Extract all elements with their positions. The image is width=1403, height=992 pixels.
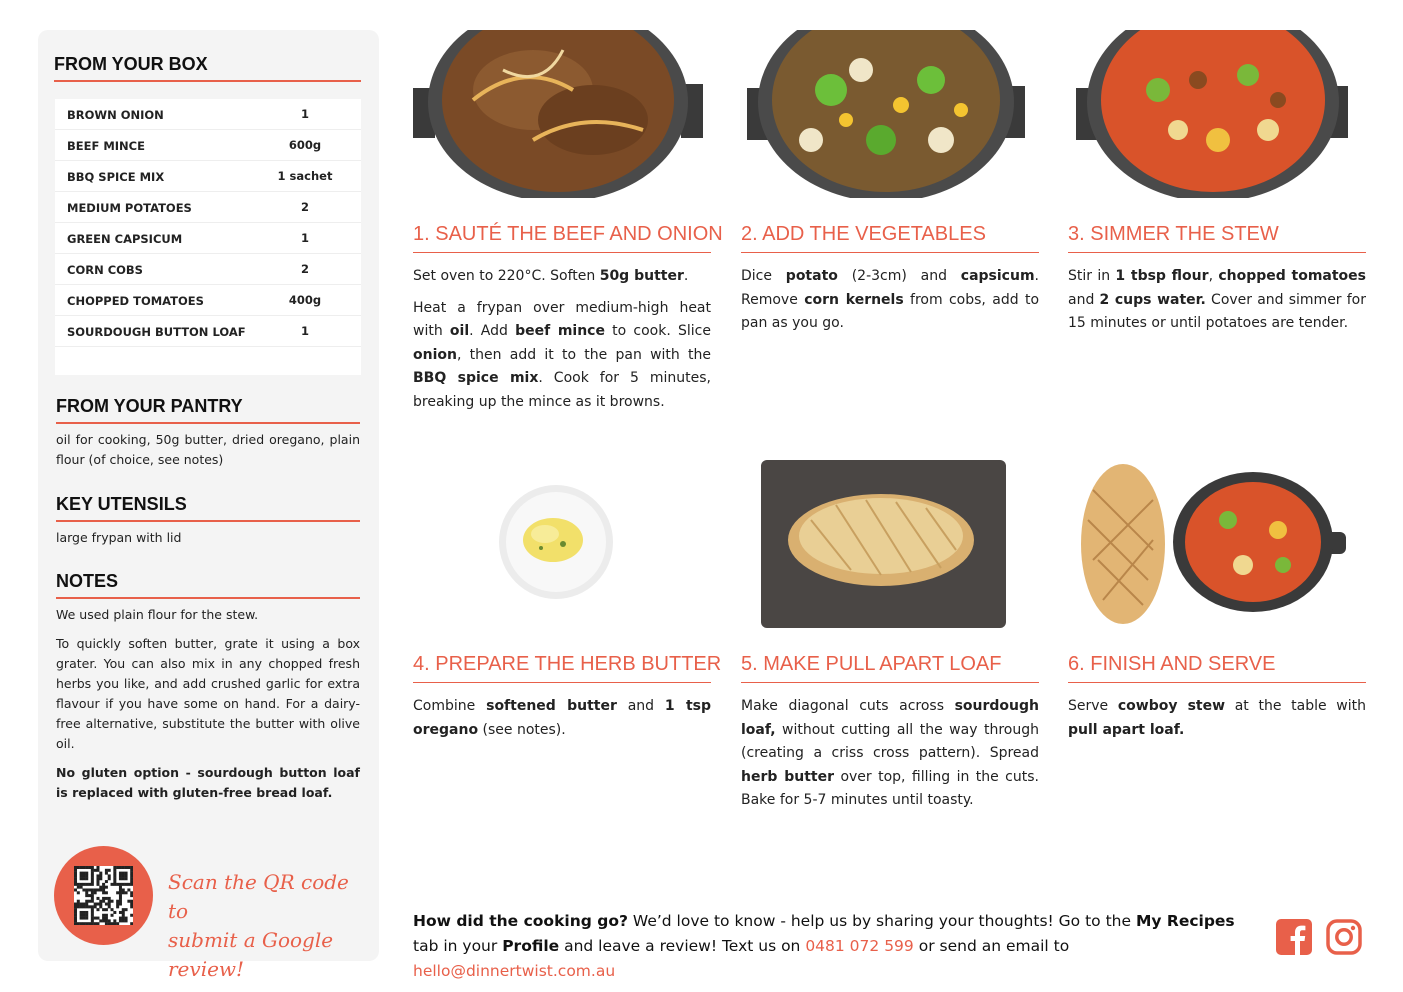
- step-text: and: [616, 698, 665, 714]
- step-3-photo: [1068, 30, 1366, 198]
- instagram-icon[interactable]: [1326, 919, 1362, 955]
- step-text: without cutting all the way through (creating a criss cross pattern). Spread: [741, 721, 1039, 761]
- step-4: [413, 653, 722, 750]
- note-paragraph: We used plain flour for the stew.: [56, 607, 259, 622]
- emphasized-text: sourdough loaf,: [741, 698, 1039, 738]
- phone-link[interactable]: 0481 072 599: [805, 937, 914, 955]
- step-text: . Add: [469, 323, 516, 339]
- emphasized-text: BBQ spice mix: [413, 370, 539, 386]
- step-title: 2. ADD THE VEGETABLES: [741, 223, 1039, 253]
- qr-caption-line: Scan the QR code to: [168, 870, 349, 923]
- step-body: [413, 695, 711, 742]
- ingredient-name: CHOPPED TOMATOES: [67, 294, 204, 308]
- notes-heading: NOTES: [56, 571, 360, 599]
- ingredient-row: [55, 223, 361, 254]
- ingredient-row: [55, 99, 361, 130]
- step-5-photo: [741, 460, 1039, 628]
- ingredient-name: BBQ SPICE MIX: [67, 170, 165, 184]
- emphasized-text: pull apart loaf.: [1068, 721, 1185, 738]
- ingredient-row: [55, 254, 361, 285]
- note-paragraph: To quickly soften butter, grate it using a box grater. You can also mix in any chopped fresh herbs you like, and add crushed garlic for extra flavour if you have some on hand. For a dairy-free alternative, substitute the butter with olive oil.: [56, 636, 360, 751]
- step-body: [741, 265, 1039, 336]
- step-text: Cover and simmer for 15 minutes or until potatoes are tender.: [1068, 291, 1366, 331]
- pantry-text: oil for cooking, 50g butter, dried oregano, plain flour (of choice, see notes): [56, 432, 360, 467]
- qr-caption: [168, 868, 368, 984]
- pantry-heading: FROM YOUR PANTRY: [56, 396, 360, 424]
- emphasized-text: oil: [449, 323, 470, 339]
- ingredient-quantity: 1: [300, 324, 309, 338]
- footer-text: My Recipes: [1135, 912, 1235, 930]
- emphasized-text: onion: [413, 346, 457, 363]
- step-text: , then add it to the pan with the: [456, 346, 711, 363]
- step-2: [741, 223, 1039, 344]
- gluten-note: No gluten option - sourdough button loaf is replaced with gluten-free bread loaf.: [56, 765, 360, 800]
- step-2-photo: [741, 30, 1039, 198]
- step-4-photo: [413, 460, 711, 628]
- step-text: Dice: [741, 268, 786, 284]
- step-text: Heat a frypan over medium-high heat with: [413, 299, 711, 339]
- from-your-box-heading: FROM YOUR BOX: [54, 54, 361, 82]
- ingredient-row: [55, 285, 361, 316]
- emphasized-text: 50g butter: [599, 268, 684, 284]
- step-paragraph: [1068, 265, 1366, 336]
- emphasized-text: chopped tomatoes: [1218, 268, 1366, 284]
- step-text: .: [683, 268, 689, 284]
- ingredient-quantity: 1: [300, 107, 309, 121]
- facebook-icon[interactable]: [1276, 919, 1312, 955]
- ingredient-quantity: 1 sachet: [277, 169, 333, 183]
- ingredient-name: CORN COBS: [67, 263, 143, 277]
- step-paragraph: [413, 265, 711, 289]
- step-text: ,: [1208, 268, 1219, 284]
- qr-caption-line: submit a Google review!: [168, 928, 334, 981]
- utensils-heading: KEY UTENSILS: [56, 494, 360, 522]
- step-text: Set oven to 220°C. Soften: [413, 268, 600, 284]
- qr-code-icon[interactable]: [74, 866, 133, 925]
- emphasized-text: 1 tsp oregano: [413, 698, 711, 738]
- ingredient-quantity: 2: [300, 262, 309, 276]
- step-title: 1. SAUTÉ THE BEEF AND ONION: [413, 223, 711, 253]
- footer-text: Profile: [502, 937, 560, 955]
- step-text: Combine: [413, 698, 487, 714]
- utensils-text: large frypan with lid: [56, 530, 182, 545]
- footer-text: and leave a review! Text us on: [559, 937, 806, 955]
- ingredient-row: [55, 316, 361, 347]
- footer-text: tab in your: [413, 937, 503, 955]
- ingredients-table: [55, 99, 361, 375]
- ingredient-row: [55, 192, 361, 223]
- footer-text: or send an email to: [913, 937, 1070, 955]
- step-6: [1068, 653, 1366, 750]
- ingredient-quantity: 1: [300, 231, 309, 245]
- step-body: [413, 265, 711, 414]
- footer-text: We’d love to know - help us by sharing your thoughts! Go to the: [627, 912, 1136, 930]
- emphasized-text: 2 cups water.: [1099, 291, 1206, 308]
- ingredient-name: GREEN CAPSICUM: [67, 232, 183, 246]
- step-text: Make diagonal cuts across: [741, 698, 955, 714]
- step-5: [741, 653, 1039, 821]
- emphasized-text: potato: [785, 268, 838, 284]
- step-body: [1068, 695, 1366, 742]
- ingredients-sidebar: [38, 30, 379, 981]
- step-1-photo: [413, 30, 711, 198]
- step-text: over top, filling in the cuts. Bake for 5-7 minutes until toasty.: [741, 768, 1039, 808]
- step-1: [413, 223, 723, 422]
- footer-text: How did the cooking go?: [413, 912, 628, 930]
- step-text: (see notes).: [478, 721, 566, 738]
- step-text: Stir in: [1068, 268, 1116, 284]
- step-paragraph: [741, 265, 1039, 336]
- step-text: Serve: [1068, 698, 1118, 714]
- step-text: and: [1068, 291, 1100, 308]
- step-paragraph: [413, 695, 711, 742]
- ingredient-name: BROWN ONION: [67, 108, 164, 122]
- step-text: . Cook for 5 minutes, breaking up the mince as it browns.: [413, 370, 711, 410]
- step-title: 4. PREPARE THE HERB BUTTER: [413, 653, 711, 683]
- ingredient-row: [55, 130, 361, 161]
- emphasized-text: capsicum: [960, 268, 1035, 284]
- step-text: (2-3cm) and: [837, 268, 961, 284]
- emphasized-text: herb butter: [741, 768, 835, 785]
- notes-body: [56, 605, 360, 812]
- email-link[interactable]: hello@dinnertwist.com.au: [413, 962, 616, 980]
- step-title: 3. SIMMER THE STEW: [1068, 223, 1366, 253]
- ingredient-name: MEDIUM POTATOES: [67, 201, 192, 215]
- ingredient-name: BEEF MINCE: [67, 139, 145, 153]
- step-text: . Remove: [741, 268, 1039, 308]
- step-3: [1068, 223, 1366, 344]
- step-paragraph: [741, 695, 1039, 813]
- emphasized-text: 1 tbsp flour: [1115, 268, 1209, 284]
- step-paragraph: [413, 297, 711, 415]
- step-text: at the table with: [1225, 698, 1366, 714]
- ingredient-quantity: 600g: [288, 138, 322, 152]
- step-title: 6. FINISH AND SERVE: [1068, 653, 1366, 683]
- step-6-photo: [1068, 460, 1366, 628]
- step-paragraph: [1068, 695, 1366, 742]
- feedback-message: [413, 909, 1263, 984]
- emphasized-text: corn kernels: [804, 291, 904, 308]
- step-text: to cook. Slice: [604, 323, 711, 339]
- step-body: [1068, 265, 1366, 336]
- ingredient-quantity: 400g: [288, 293, 322, 307]
- step-text: from cobs, add to pan as you go.: [741, 291, 1040, 331]
- emphasized-text: cowboy stew: [1117, 698, 1226, 714]
- ingredient-name: SOURDOUGH BUTTON LOAF: [67, 325, 246, 339]
- emphasized-text: softened butter: [486, 698, 617, 714]
- ingredient-row: [55, 161, 361, 192]
- step-body: [741, 695, 1039, 813]
- emphasized-text: beef mince: [515, 323, 605, 339]
- step-title: 5. MAKE PULL APART LOAF: [741, 653, 1039, 683]
- ingredient-quantity: 2: [300, 200, 309, 214]
- qr-badge[interactable]: [54, 846, 153, 945]
